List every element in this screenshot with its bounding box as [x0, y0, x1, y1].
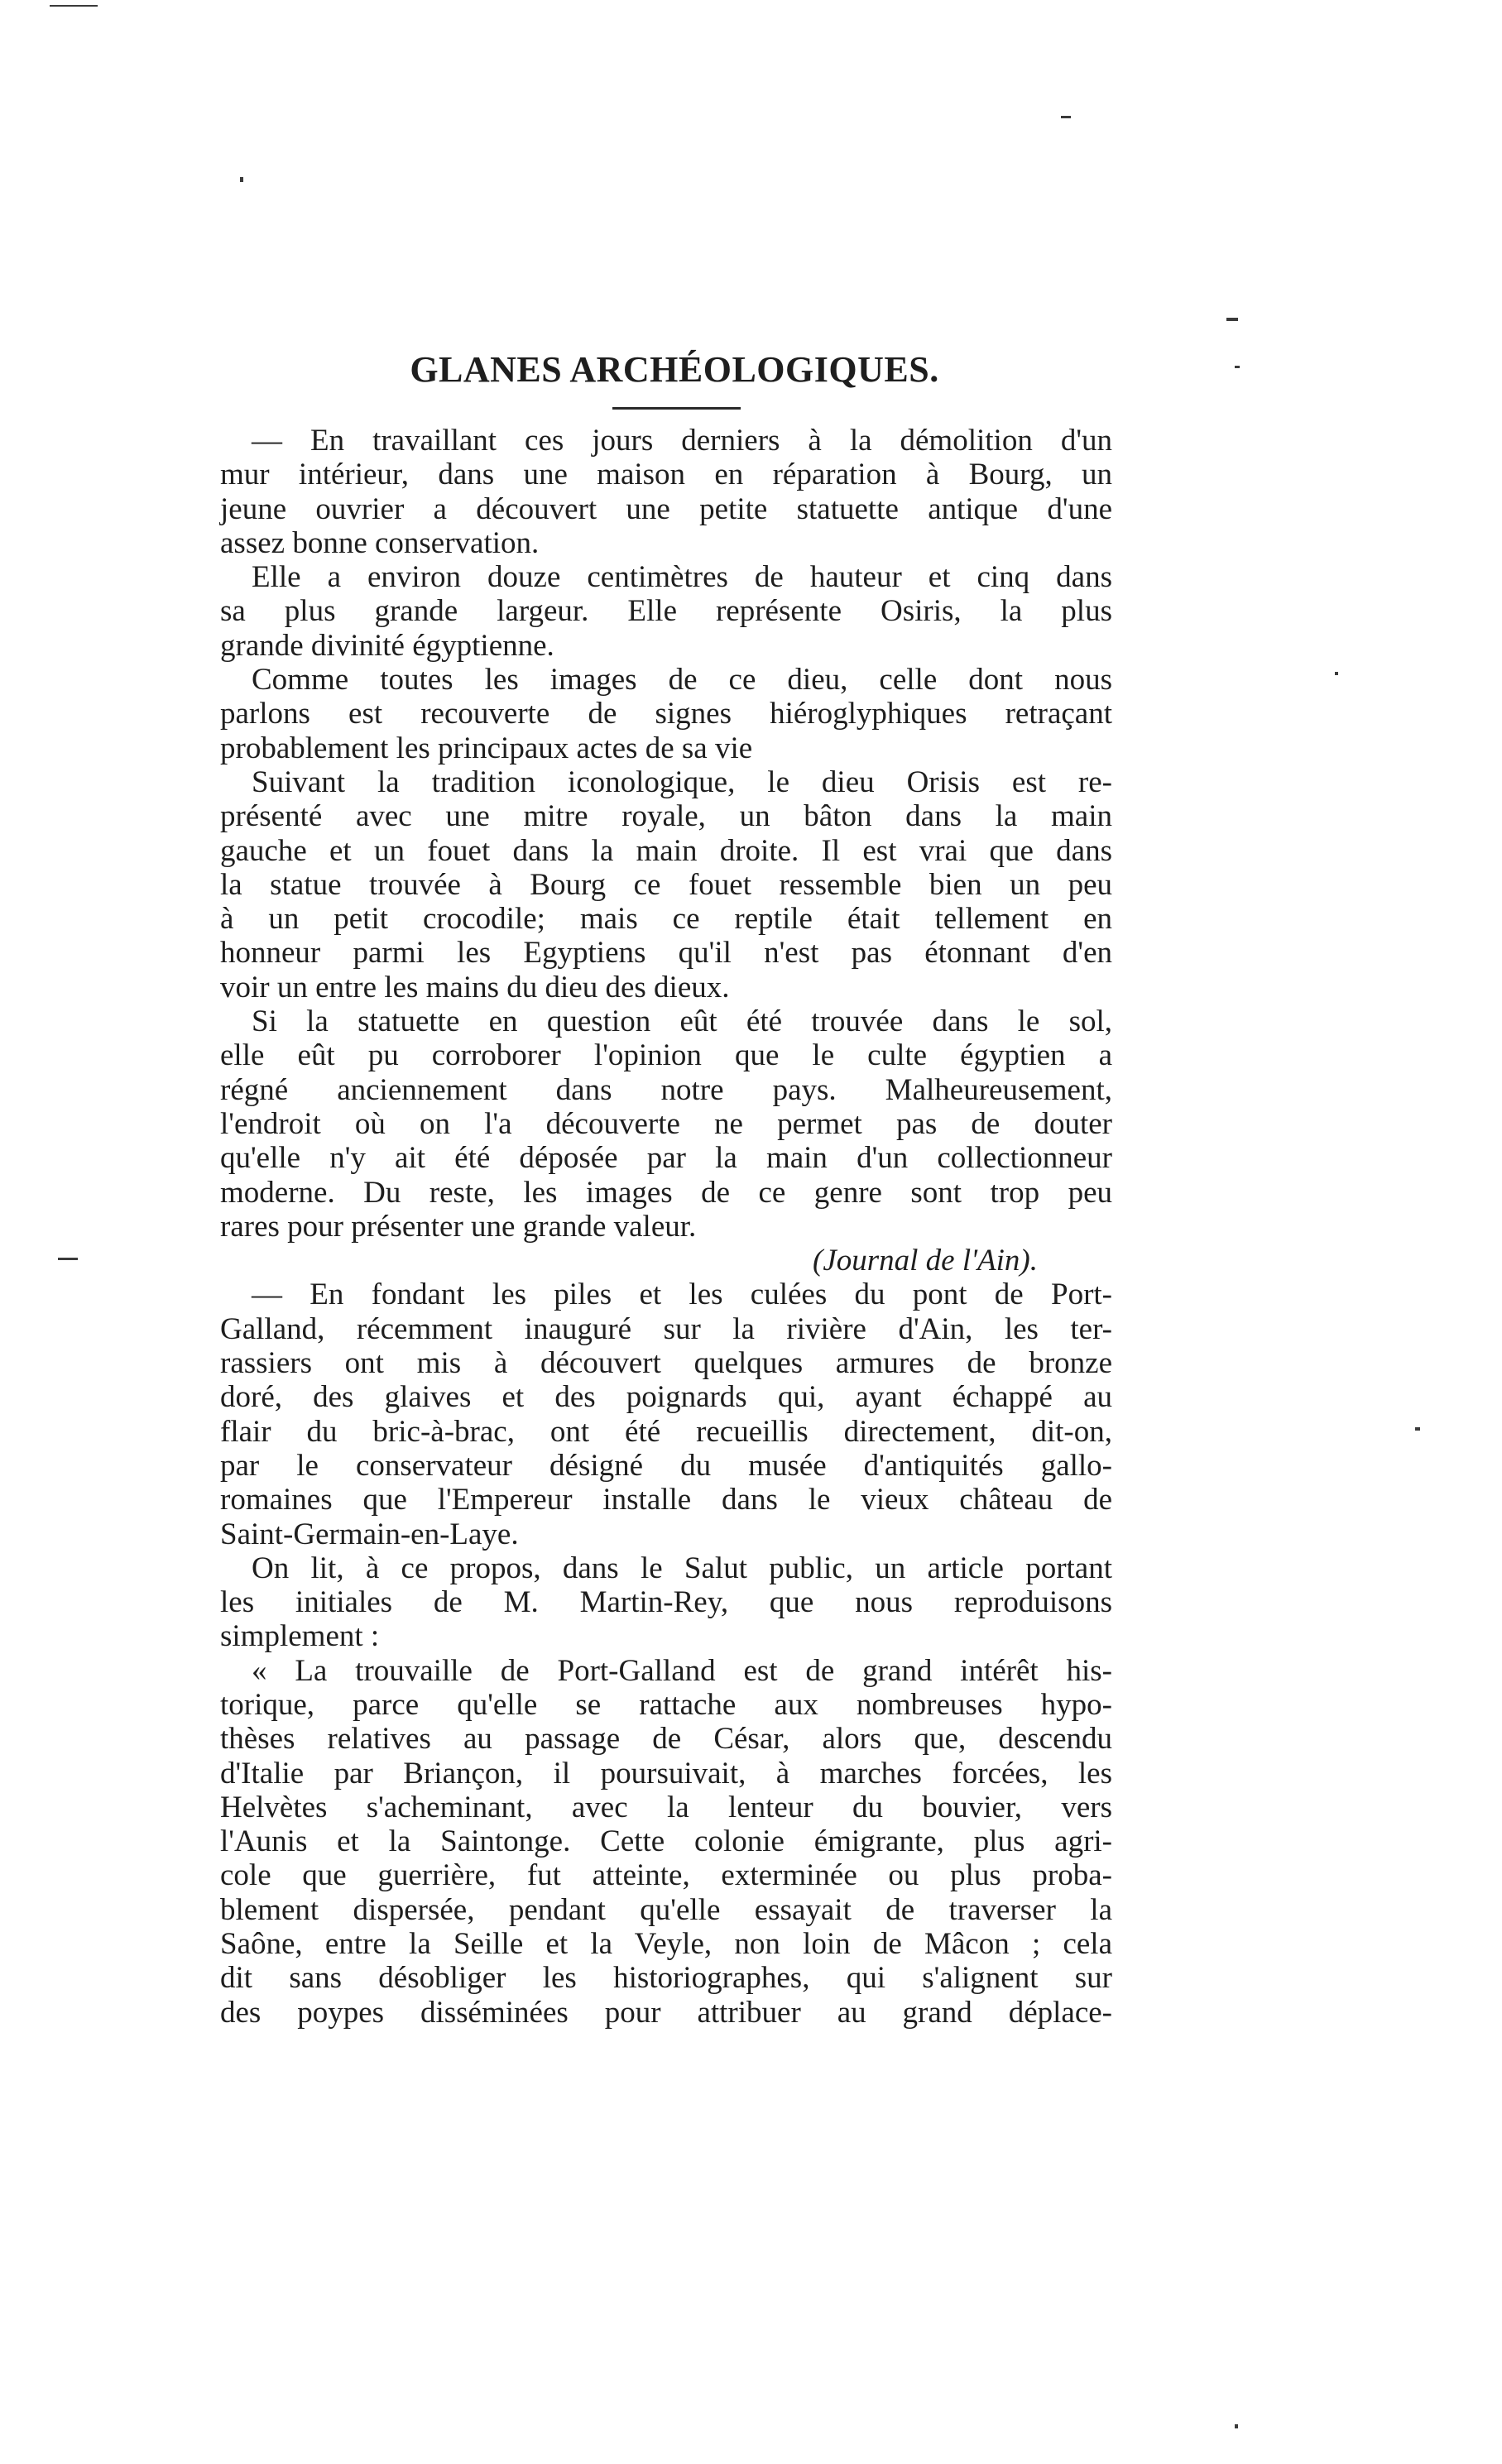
text-line: Helvètes s'acheminant, avec la lenteur du bouvier, vers [220, 1790, 1112, 1824]
text-line: (Journal de l'Ain). [813, 1244, 1038, 1278]
text-line: les initiales de M. Martin-Rey, que nous reproduisons [220, 1585, 1112, 1620]
text-line: doré, des glaives et des poignards qui, ayant échappé au [220, 1380, 1112, 1415]
scan-mark [1235, 366, 1240, 368]
text-line: Saône, entre la Seille et la Veyle, non loin de Mâcon ; cela [220, 1927, 1112, 1962]
scan-mark [1335, 672, 1338, 675]
text-line: présenté avec une mitre royale, un bâton dans la main [220, 799, 1112, 834]
article-body [220, 424, 1112, 2030]
text-line: dit sans désobliger les historiographes, qui s'alignent sur [220, 1961, 1112, 1996]
text-line: gauche et un fouet dans la main droite. Il est vrai que dans [220, 833, 1112, 868]
text-line: cole que guerrière, fut atteinte, exterminée ou plus proba- [220, 1858, 1112, 1893]
text-line: assez bonne conservation. [220, 525, 540, 560]
text-line: On lit, à ce propos, dans le Salut public, un article portant [252, 1551, 1112, 1585]
article-title: GLANES ARCHÉOLOGIQUES. [410, 349, 939, 390]
text-line: elle eût pu corroborer l'opinion que le culte égyptien a [220, 1038, 1112, 1073]
text-line: la statue trouvée à Bourg ce fouet ressemble bien un peu [220, 867, 1112, 902]
text-line: rassiers ont mis à découvert quelques armures de bronze [220, 1346, 1112, 1381]
text-line: blement dispersée, pendant qu'elle essayait de traverser la [220, 1892, 1112, 1927]
text-line: grande divinité égyptienne. [220, 628, 554, 663]
text-line: Saint-Germain-en-Laye. [220, 1517, 519, 1551]
text-line: à un petit crocodile; mais ce reptile était tellement en [220, 902, 1112, 937]
text-line: probablement les principaux actes de sa vie [220, 731, 753, 765]
scan-mark [1235, 2424, 1238, 2428]
text-line: — En travaillant ces jours derniers à la démolition d'un [252, 424, 1112, 458]
text-line: Suivant la tradition iconologique, le dieu Orisis est re- [252, 765, 1112, 799]
text-line: Si la statuette en question eût été trouvée dans le sol, [252, 1004, 1112, 1039]
text-line: moderne. Du reste, les images de ce genre sont trop peu [220, 1175, 1112, 1210]
text-line: voir un entre les mains du dieu des dieux. [220, 970, 730, 1004]
text-line: torique, parce qu'elle se rattache aux nombreuses hypo- [220, 1687, 1112, 1722]
text-line: — En fondant les piles et les culées du pont de Port- [252, 1278, 1112, 1312]
scan-mark [1226, 318, 1238, 321]
text-line: l'Aunis et la Saintonge. Cette colonie émigrante, plus agri- [220, 1824, 1112, 1859]
text-line: mur intérieur, dans une maison en réparation à Bourg, un [220, 458, 1112, 492]
text-line: thèses relatives au passage de César, alors que, descendu [220, 1722, 1112, 1757]
text-line: par le conservateur désigné du musée d'antiquités gallo- [220, 1448, 1112, 1483]
text-line: romaines que l'Empereur installe dans le vieux château de [220, 1483, 1112, 1517]
text-line: simplement : [220, 1619, 380, 1654]
text-line: « La trouvaille de Port-Galland est de grand intérêt his- [252, 1653, 1112, 1688]
text-line: Comme toutes les images de ce dieu, celle dont nous [252, 663, 1112, 697]
scan-mark [1415, 1427, 1420, 1431]
title-rule [612, 407, 741, 410]
text-line: jeune ouvrier a découvert une petite statuette antique d'une [220, 491, 1112, 526]
text-line: flair du bric-à-brac, ont été recueillis directement, dit-on, [220, 1414, 1112, 1449]
scan-mark [1061, 116, 1071, 118]
text-line: Elle a environ douze centimètres de hauteur et cinq dans [252, 560, 1112, 595]
scan-mark [50, 5, 98, 7]
text-line: des poypes disséminées pour attribuer au grand déplace- [220, 1995, 1112, 2030]
text-line: honneur parmi les Egyptiens qu'il n'est pas étonnant d'en [220, 936, 1112, 971]
text-line: rares pour présenter une grande valeur. [220, 1209, 697, 1244]
text-line: sa plus grande largeur. Elle représente Osiris, la plus [220, 594, 1112, 629]
text-line: d'Italie par Briançon, il poursuivait, à marches forcées, les [220, 1756, 1112, 1790]
text-line: qu'elle n'y ait été déposée par la main d'un collectionneur [220, 1141, 1112, 1176]
text-line: parlons est recouverte de signes hiéroglyphiques retraçant [220, 697, 1112, 731]
scan-mark [58, 1258, 78, 1260]
text-line: régné anciennement dans notre pays. Malheureusement, [220, 1072, 1112, 1107]
text-line: l'endroit où on l'a découverte ne permet pas de douter [220, 1106, 1112, 1141]
text-line: Galland, récemment inauguré sur la rivière d'Ain, les ter- [220, 1311, 1112, 1346]
scan-mark [240, 177, 243, 182]
